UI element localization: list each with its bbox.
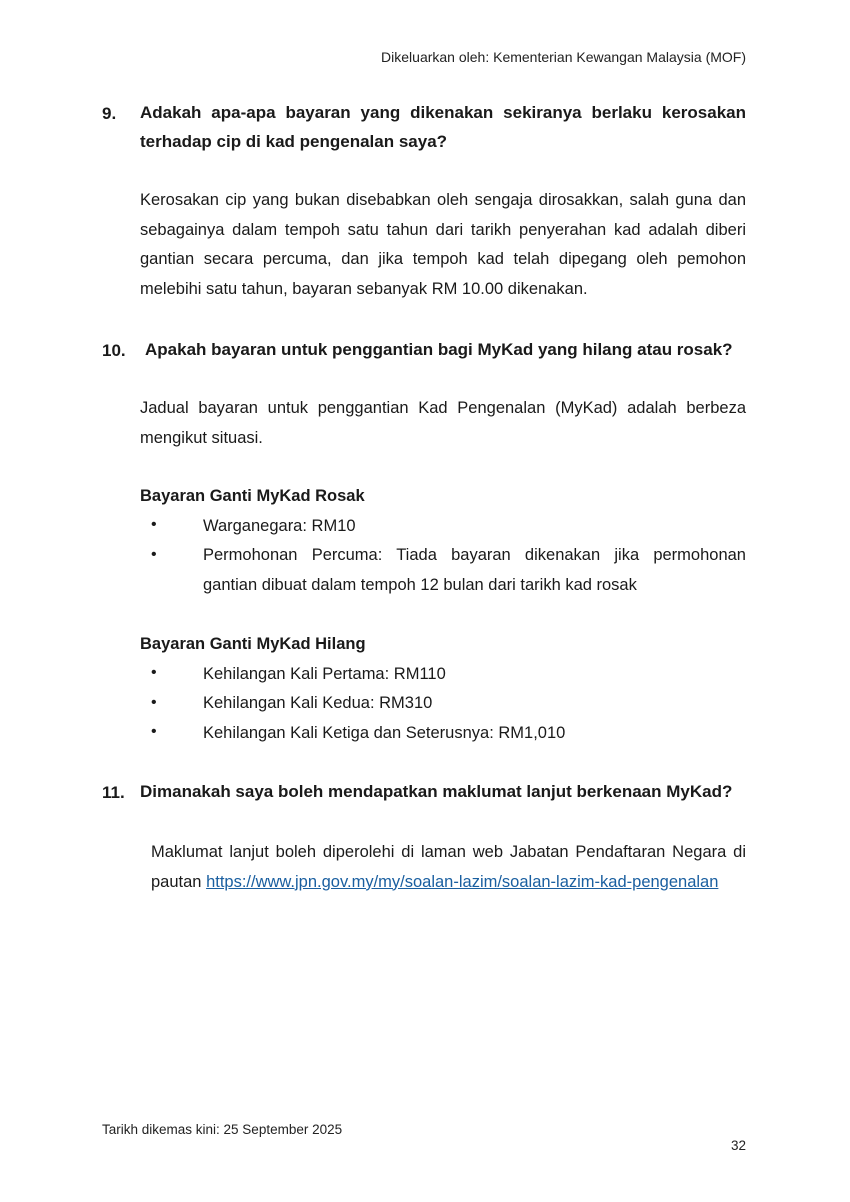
answer-9-text: Kerosakan cip yang bukan disebabkan oleh sengaja dirosakkan, salah guna dan sebagainya dalam tempoh satu tahun dari tarikh penyerahan kad adalah diberi gantian secara percuma, dan jika tempoh kad telah dipegang oleh pemohon melebihi satu tahun, bayaran sebanyak RM 10.00 dikenakan. bbox=[140, 191, 746, 298]
page-number: 32 bbox=[730, 1138, 746, 1153]
bullet-icon: • bbox=[151, 664, 157, 681]
answer-10-text: Jadual bayaran untuk penggantian Kad Pengenalan (MyKad) adalah berbeza mengikut situasi. bbox=[140, 399, 746, 447]
answer-11-text bbox=[151, 838, 746, 897]
bullet-icon: • bbox=[151, 516, 157, 533]
list-item: Permohonan Percuma: Tiada bayaran dikenakan jika permohonan gantian dibuat dalam tempoh 12 bulan dari tarikh kad rosak bbox=[203, 546, 746, 594]
list-item: Kehilangan Kali Kedua: RM310 bbox=[203, 694, 433, 712]
question-10-text: Apakah bayaran untuk penggantian bagi MyKad yang hilang atau rosak? bbox=[145, 340, 733, 359]
jpn-faq-link[interactable]: https://www.jpn.gov.my/my/soalan-lazim/soalan-lazim-kad-pengenalan bbox=[206, 872, 719, 891]
question-11-number: 11. bbox=[102, 783, 125, 802]
answer-11-prefix: Maklumat lanjut boleh diperolehi di laman web Jabatan Pendaftaran Negara di pautan bbox=[151, 843, 746, 891]
page-header: Dikeluarkan oleh: Kementerian Kewangan Malaysia (MOF) bbox=[381, 49, 746, 65]
rosak-heading: Bayaran Ganti MyKad Rosak bbox=[140, 487, 365, 505]
list-item: Warganegara: RM10 bbox=[203, 517, 356, 535]
bullet-icon: • bbox=[151, 694, 157, 711]
hilang-heading: Bayaran Ganti MyKad Hilang bbox=[140, 635, 366, 653]
list-item: Kehilangan Kali Pertama: RM110 bbox=[203, 665, 446, 683]
question-10-number: 10. bbox=[102, 341, 126, 360]
question-9-text: Adakah apa-apa bayaran yang dikenakan sekiranya berlaku kerosakan terhadap cip di kad pengenalan saya? bbox=[140, 103, 746, 151]
bullet-icon: • bbox=[151, 723, 157, 740]
list-item: Kehilangan Kali Ketiga dan Seterusnya: RM1,010 bbox=[203, 724, 566, 742]
question-11-text: Dimanakah saya boleh mendapatkan maklumat lanjut berkenaan MyKad? bbox=[140, 782, 733, 801]
last-updated-date: Tarikh dikemas kini: 25 September 2025 bbox=[102, 1122, 343, 1137]
bullet-icon: • bbox=[151, 546, 157, 563]
question-9-number: 9. bbox=[102, 104, 117, 123]
